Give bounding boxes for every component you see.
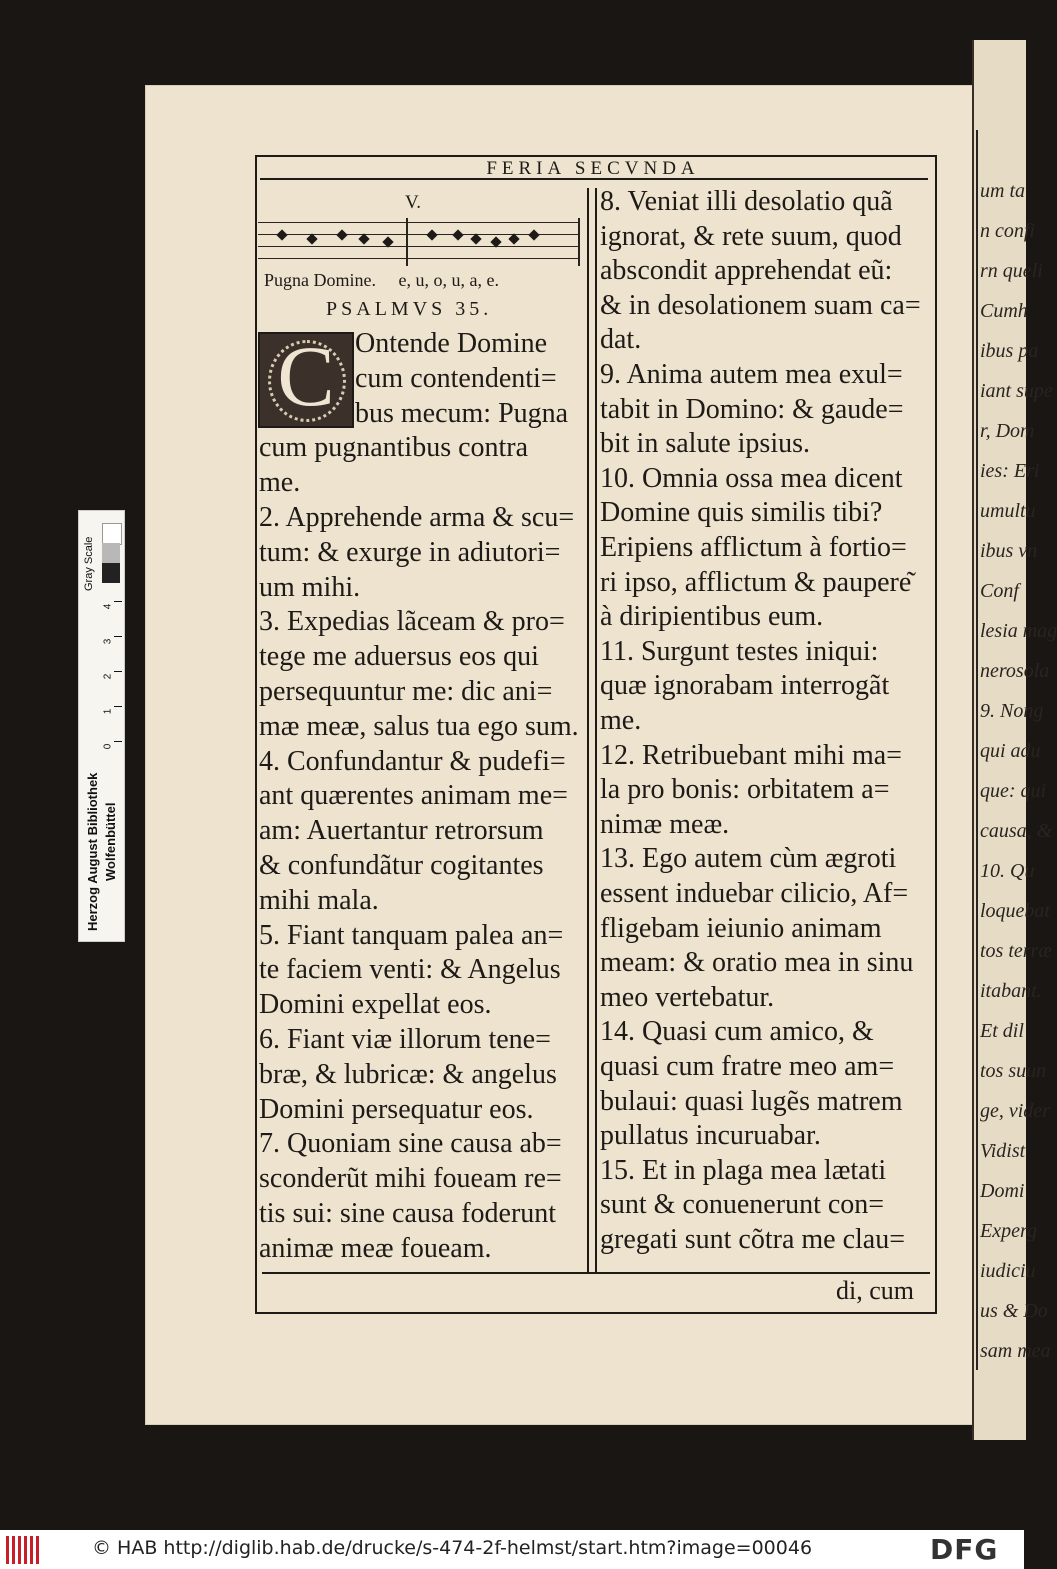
staff-line (258, 258, 580, 259)
next-page-fragment: lesia mag (980, 620, 1057, 642)
next-page-fragment: Experg (980, 1220, 1038, 1242)
column-divider-double (595, 188, 597, 1273)
text-line: ant quærentes animam me= (259, 780, 568, 812)
next-page-fragment: ibus vn (980, 540, 1038, 562)
text-line: me. (600, 705, 642, 736)
text-line: quæ ignorabam interrogãt (600, 670, 890, 702)
scale-tick (114, 671, 122, 672)
next-page-fragment: tos suun (980, 1060, 1047, 1082)
next-page-fragment: que: qui (980, 780, 1047, 802)
staff-line (258, 222, 580, 223)
next-page-fragment: ies: Eri (980, 460, 1040, 482)
text-line: bus mecum: Pugna (355, 397, 569, 429)
text-line: fligebam ieiunio animam (600, 912, 882, 944)
scale-tick (114, 636, 122, 637)
scale-num: 0 (102, 743, 114, 750)
next-page-fragment: sam mea (980, 1340, 1051, 1362)
text-line: tum: & exurge in adiutori= (259, 536, 561, 568)
next-page-fragment: n confi (980, 220, 1035, 242)
next-page-fragment: rn queli (980, 260, 1043, 282)
next-page-fragment: iudiciu (980, 1260, 1036, 1282)
scale-swatch-black (102, 563, 120, 583)
versicle-mark: V. (405, 192, 422, 213)
text-line: à diripientibus eum. (600, 601, 824, 633)
next-page-fragment: qui adu (980, 740, 1041, 762)
scale-tick (114, 741, 122, 742)
dropcap-ornament (258, 328, 354, 428)
text-line: 13. Ego autem cùm ægroti (600, 843, 897, 875)
text-line: Ontende Domine (355, 328, 548, 359)
scale-num: 4 (102, 603, 114, 610)
text-line: tege me aduersus eos qui (259, 641, 539, 673)
text-line: 4. Confundantur & pudefi= (259, 745, 566, 777)
next-page-fragment: Domi (980, 1180, 1025, 1202)
text-line: bræ, & lubricæ: & angelus (259, 1058, 557, 1090)
note (452, 229, 463, 240)
text-line: pullatus incuruabar. (600, 1120, 821, 1152)
scale-city: Wolfenbüttel (103, 802, 118, 881)
text-line: 7. Quoniam sine causa ab= (259, 1128, 562, 1160)
running-head: FERIA SECVNDA (486, 158, 700, 179)
next-page-fragment: nerosola (980, 660, 1050, 682)
dropcap-letter: C (277, 328, 335, 424)
next-page-fragment: Et dil (980, 1020, 1024, 1042)
next-page-fragment: r, Dom (980, 420, 1035, 442)
text-line: um mihi. (259, 571, 361, 603)
text-line: ri ipso, afflictum & paupere͂ (600, 566, 912, 598)
column-divider (587, 188, 589, 1273)
next-page-fragment: causa, & (980, 820, 1053, 842)
hab-logo-icon (6, 1536, 46, 1564)
text-line: me. (259, 467, 301, 499)
next-page-rule (976, 130, 978, 1370)
text-line: Domini expellat eos. (259, 989, 492, 1021)
next-page-fragment: Cumh (980, 300, 1028, 322)
note (306, 233, 317, 244)
next-page-edge (972, 40, 1057, 1440)
note (426, 229, 437, 240)
next-page-fragment: 9. Nong (980, 700, 1044, 722)
text-line: am: Auertantur retrorsum (259, 815, 544, 847)
next-page-fragment: itabant. (980, 980, 1042, 1002)
text-line: tabit in Domino: & gaude= (600, 393, 904, 425)
scale-swatch-white (102, 523, 122, 545)
next-page-fragment: umultu (980, 500, 1036, 522)
text-line: sconderũt mihi foueam re= (259, 1163, 562, 1195)
text-line: te faciem venti: & Angelus (259, 954, 561, 986)
text-line: 14. Quasi cum amico, & (600, 1016, 874, 1048)
text-line: 11. Surgunt testes iniqui: (600, 635, 879, 667)
next-page-fragment: loquebat (980, 900, 1050, 922)
text-line: 10. Omnia ossa mea dicent (600, 462, 903, 494)
text-line: 5. Fiant tanquam palea an= (259, 919, 564, 951)
note (358, 233, 369, 244)
text-line: persequuntur me: dic ani= (259, 676, 553, 707)
next-page-fragment: Conf (980, 580, 1019, 602)
text-line: Domini persequatur eos. (259, 1093, 534, 1125)
note (528, 229, 539, 240)
text-line: 12. Retribuebant mihi ma= (600, 739, 902, 771)
dfg-logo: DFG (930, 1533, 999, 1566)
note (508, 233, 519, 244)
gray-scale-strip (78, 510, 125, 942)
text-line: la pro bonis: orbitatem a= (600, 774, 890, 806)
next-page-fragment: um ta (980, 180, 1025, 202)
note (336, 229, 347, 240)
text-line: sunt & conuenerunt con= (600, 1189, 885, 1221)
psalm-title: PSALMVS 35. (326, 298, 493, 320)
text-line: 2. Apprehende arma & scu= (259, 502, 575, 533)
text-line: 8. Veniat illi desolatio quã (600, 186, 893, 217)
next-page-fragment: iant supe (980, 380, 1053, 402)
bottom-rule (262, 1272, 930, 1274)
text-line: Eripiens afflictum à fortio= (600, 532, 907, 563)
text-line: bit in salute ipsius. (600, 428, 810, 460)
music-caption (264, 270, 584, 291)
text-line: nimæ meæ. (600, 808, 730, 840)
text-line: 6. Fiant viæ illorum tene= (259, 1024, 551, 1055)
scale-num: 1 (102, 708, 114, 715)
next-page-fragment: tos terræ (980, 940, 1052, 962)
text-line: 9. Anima autem mea exul= (600, 359, 903, 390)
text-line: meo vertebatur. (600, 981, 775, 1013)
text-line: quasi cum fratre meo am= (600, 1051, 895, 1082)
scale-num: 3 (102, 638, 114, 645)
scale-num: 2 (102, 673, 114, 680)
text-line: tis sui: sine causa foderunt (259, 1198, 557, 1229)
text-line: 15. Et in plaga mea lætati (600, 1154, 887, 1186)
next-page-fragment: ge, vider (980, 1100, 1050, 1122)
text-line: cum contendenti= (355, 362, 557, 394)
staff-bar (406, 218, 408, 266)
text-line: & in desolationem suam ca= (600, 289, 921, 321)
text-line: mæ meæ, salus tua ego sum. (259, 710, 579, 742)
scale-swatch-gray (102, 543, 120, 563)
text-line: essent induebar cilicio, Af= (600, 878, 909, 909)
text-line: Domine quis similis tibi? (600, 497, 883, 529)
scale-institution: Herzog August Bibliothek (85, 772, 100, 931)
text-line: cum pugnantibus contra (259, 432, 529, 464)
text-line: bulaui: quasi lugẽs matrem (600, 1085, 903, 1117)
differentia: e, u, o, u, a, e. (398, 270, 499, 290)
text-line: abscondit apprehendat eũ: (600, 255, 893, 287)
scale-tick (114, 706, 122, 707)
note (470, 233, 481, 244)
text-line: ignorat, & rete suum, quod (600, 220, 902, 252)
next-page-fragment: 10. Qu (980, 860, 1035, 882)
scale-tick (114, 601, 122, 602)
footer-bar (0, 1530, 1024, 1569)
staff-bar (578, 218, 580, 266)
text-line: gregati sunt cõtra me clau= (600, 1224, 906, 1255)
catchword: di, cum (836, 1276, 914, 1305)
text-line: animæ meæ foueam. (259, 1232, 492, 1264)
text-line: meam: & oratio mea in sinu (600, 947, 914, 979)
next-page-fragment: us & Do (980, 1300, 1048, 1322)
scale-label: Gray Scale (83, 536, 95, 591)
next-page-fragment: ibus pa (980, 340, 1039, 362)
text-line: 3. Expedias lãceam & pro= (259, 606, 565, 638)
staff-line (258, 246, 580, 247)
note (276, 229, 287, 240)
text-line: mihi mala. (259, 884, 379, 916)
footer-url[interactable]: © HAB http://diglib.hab.de/drucke/s-474-2f-helmst/start.htm?image=00046 (92, 1537, 813, 1559)
music-staff (258, 218, 583, 266)
incipit: Pugna Domine. (264, 270, 376, 290)
text-line: & confundãtur cogitantes (259, 850, 544, 881)
next-page-fragment: Vidist (980, 1140, 1026, 1162)
text-line: dat. (600, 324, 642, 356)
